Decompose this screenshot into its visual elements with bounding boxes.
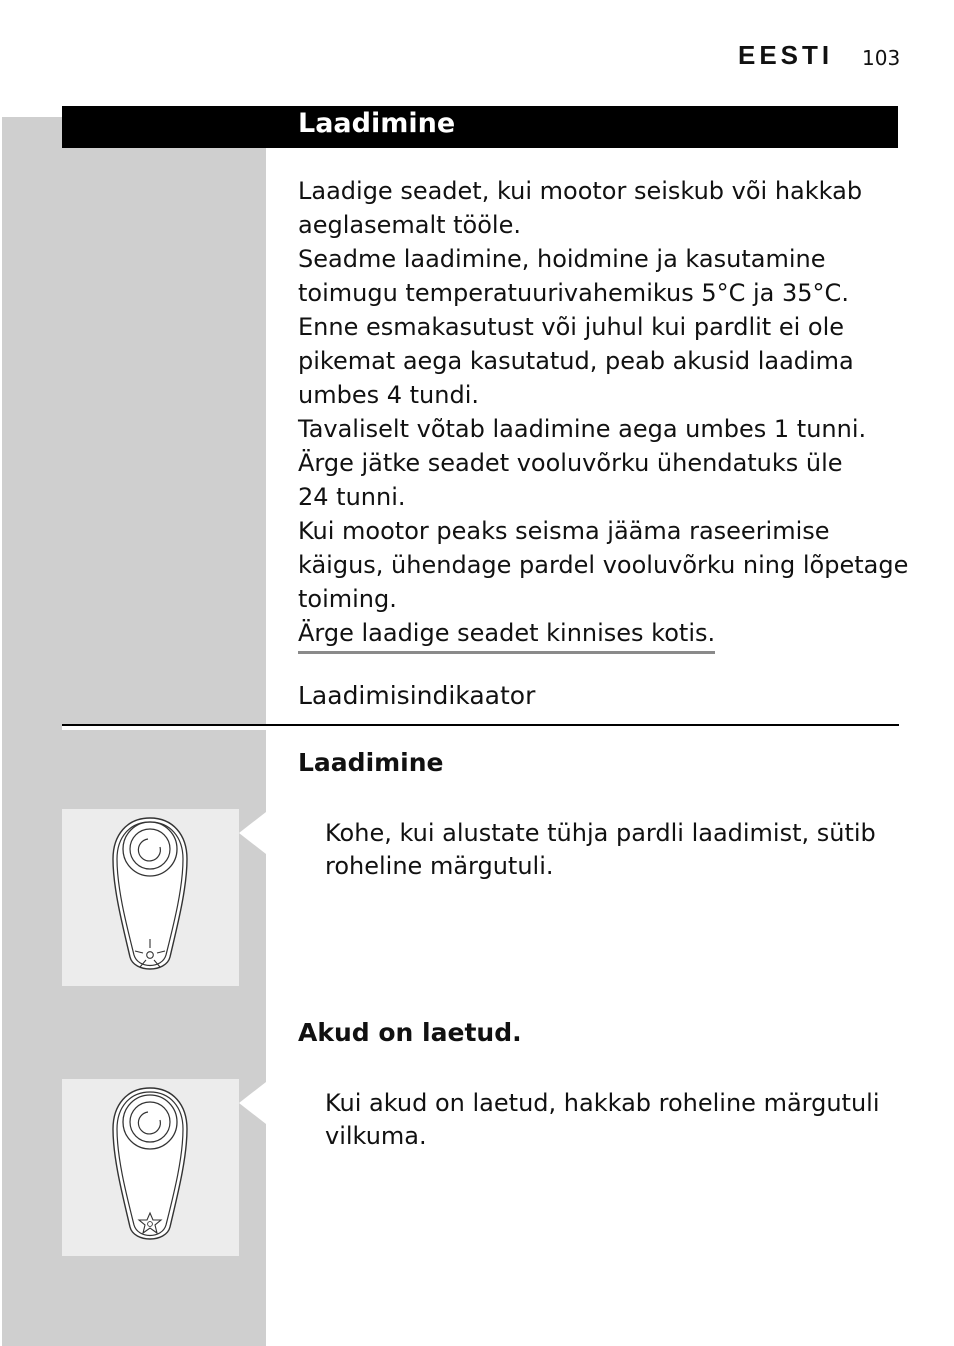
intro-text bbox=[298, 174, 908, 654]
charging-line: Kohe, kui alustate tühja pardli laadimist, sütib bbox=[325, 819, 876, 847]
charging-text bbox=[325, 817, 905, 883]
charging-line: roheline märgutuli. bbox=[325, 852, 554, 880]
intro-line: aeglasemalt tööle. bbox=[298, 211, 521, 239]
intro-line: toiming. bbox=[298, 585, 397, 613]
intro-line: toimugu temperatuurivahemikus 5°C ja 35°C. bbox=[298, 279, 849, 307]
illustration-pointer bbox=[239, 812, 266, 854]
intro-line: Ärge jätke seadet vooluvõrku ühendatuks üle bbox=[298, 449, 843, 477]
intro-line: käigus, ühendage pardel vooluvõrku ning lõpetage bbox=[298, 551, 909, 579]
intro-line: umbes 4 tundi. bbox=[298, 381, 479, 409]
intro-line: pikemat aega kasutatud, peab akusid laadima bbox=[298, 347, 854, 375]
intro-line: Enne esmakasutust või juhul kui pardlit ei ole bbox=[298, 313, 845, 341]
section-title: Laadimine bbox=[298, 108, 456, 139]
charged-illustration bbox=[62, 1079, 239, 1256]
illustration-pointer bbox=[239, 1082, 266, 1124]
section-title-bar bbox=[62, 106, 898, 148]
warning-line: Ärge laadige seadet kinnises kotis. bbox=[298, 616, 715, 654]
charged-heading: Akud on laetud. bbox=[298, 1018, 522, 1047]
indicator-subheading: Laadimisindikaator bbox=[298, 681, 536, 710]
language-label: EESTI bbox=[738, 40, 834, 70]
page-number: 103 bbox=[862, 46, 901, 70]
charged-line: Kui akud on laetud, hakkab roheline märgutuli bbox=[325, 1089, 880, 1117]
intro-line: Tavaliselt võtab laadimine aega umbes 1 tunni. bbox=[298, 415, 867, 443]
charging-illustration bbox=[62, 809, 239, 986]
charging-heading: Laadimine bbox=[298, 748, 444, 777]
charged-line: vilkuma. bbox=[325, 1122, 427, 1150]
intro-line: Kui mootor peaks seisma jääma raseerimise bbox=[298, 517, 830, 545]
intro-line: 24 tunni. bbox=[298, 483, 406, 511]
charged-text bbox=[325, 1087, 905, 1153]
shaver-blinking-light-icon bbox=[62, 1079, 239, 1256]
intro-line: Laadige seadet, kui mootor seiskub või hakkab bbox=[298, 177, 863, 205]
intro-line: Seadme laadimine, hoidmine ja kasutamine bbox=[298, 245, 826, 273]
shaver-charging-light-icon bbox=[62, 809, 239, 986]
